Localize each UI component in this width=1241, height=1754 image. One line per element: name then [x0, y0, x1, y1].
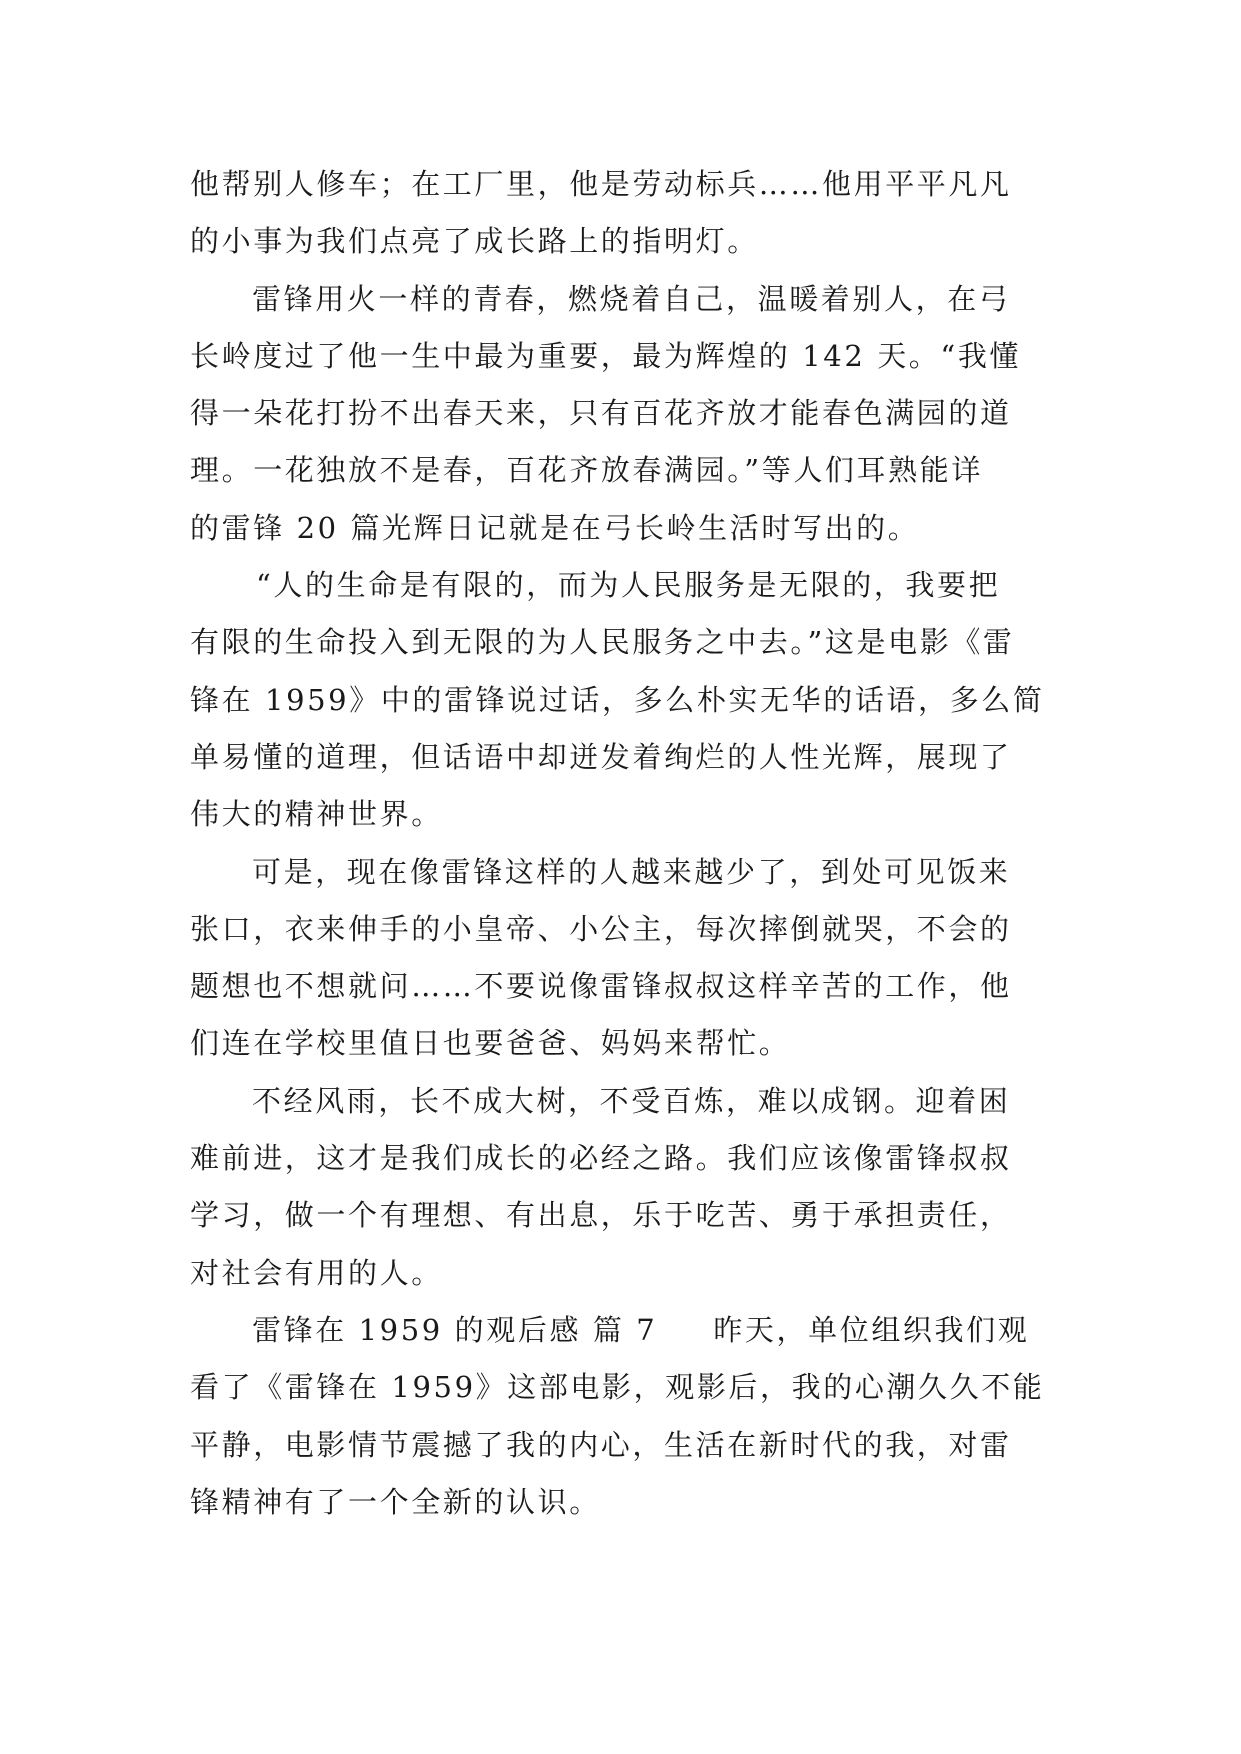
text-line: 学习，做一个有理想、有出息，乐于吃苦、勇于承担责任， — [190, 1198, 1012, 1233]
text-line: 长岭度过了他一生中最为重要，最为辉煌的 142 天。“我懂 — [190, 338, 1022, 373]
heading-line-rest: 昨天，单位组织我们观 — [713, 1312, 1030, 1347]
text-line — [190, 1302, 1056, 1359]
paragraph-1 — [190, 156, 1056, 271]
text-line: 可是，现在像雷锋这样的人越来越少了，到处可见饭来 — [252, 854, 1011, 889]
text-line: 雷锋用火一样的青春，燃烧着自己，温暖着别人，在弓 — [252, 281, 1011, 316]
text-line: 不经风雨，长不成大树，不受百炼，难以成钢。迎着困 — [252, 1083, 1011, 1118]
section-heading: 雷锋在 1959 的观后感 篇 7 — [252, 1312, 658, 1347]
text-line: 张口，衣来伸手的小皇帝、小公主，每次摔倒就哭，不会的 — [190, 911, 1012, 946]
paragraph-6 — [190, 1302, 1056, 1531]
text-line: 们连在学校里值日也要爸爸、妈妈来帮忙。 — [190, 1026, 791, 1061]
text-line: 锋精神有了一个全新的认识。 — [190, 1484, 601, 1519]
text-line: 理。一花独放不是春，百花齐放春满园。”等人们耳熟能详 — [190, 453, 983, 488]
text-line: 对社会有用的人。 — [190, 1255, 443, 1290]
paragraph-4 — [190, 844, 1056, 1073]
text-line: 看了《雷锋在 1959》这部电影，观影后，我的心潮久久不能 — [190, 1370, 1045, 1405]
text-line: 的雷锋 20 篇光辉日记就是在弓长岭生活时写出的。 — [190, 510, 920, 545]
text-line: 有限的生命投入到无限的为人民服务之中去。”这是电影《雷 — [190, 625, 1015, 660]
text-line: 的小事为我们点亮了成长路上的指明灯。 — [190, 224, 759, 259]
paragraph-3 — [190, 557, 1056, 843]
paragraph-5 — [190, 1073, 1056, 1302]
text-line: 单易懂的道理，但话语中却迸发着绚烂的人性光辉，展现了 — [190, 739, 1012, 774]
text-line: 难前进，这才是我们成长的必经之路。我们应该像雷锋叔叔 — [190, 1141, 1012, 1176]
text-line: 他帮别人修车；在工厂里，他是劳动标兵……他用平平凡凡 — [190, 167, 1012, 201]
text-line: 得一朵花打扮不出春天来，只有百花齐放才能春色满园的道 — [190, 396, 1012, 431]
text-line: 平静，电影情节震撼了我的内心，生活在新时代的我，对雷 — [190, 1427, 1012, 1462]
document-body — [190, 156, 1056, 1531]
text-line: 锋在 1959》中的雷锋说过话，多么朴实无华的话语，多么简 — [190, 682, 1045, 717]
paragraph-2 — [190, 271, 1056, 557]
text-line: 题想也不想就问……不要说像雷锋叔叔这样辛苦的工作，他 — [190, 969, 1012, 1004]
text-line: 伟大的精神世界。 — [190, 797, 443, 832]
text-line: “人的生命是有限的，而为人民服务是无限的，我要把 — [256, 568, 1001, 603]
